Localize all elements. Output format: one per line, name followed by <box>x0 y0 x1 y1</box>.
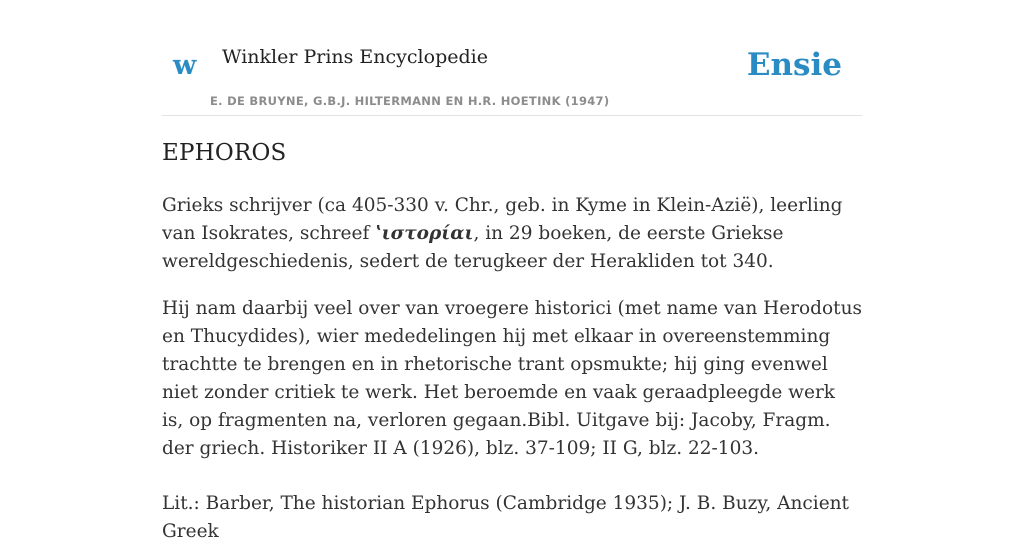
ensie-logo[interactable]: Ensie <box>746 47 842 83</box>
page-content <box>162 0 863 542</box>
article-literature: Lit.: Barber, The historian Ephorus (Cambridge 1935); J. B. Buzy, Ancient Greek <box>162 493 849 542</box>
encyclopedia-title[interactable]: Winkler Prins Encyclopedie <box>222 46 488 68</box>
article-paragraph-2: Hij nam daarbij veel over van vroegere historici (met name van Herodotus en Thucydides), wier mededelingen hij met elkaar in overeenstemming trachtte te brengen en in rhetorische trant opsmukte; hij ging evenwel niet zonder critiek te werk. Het beroemde en vaak geraadpleegde werk is, op fragmenten na, verloren gegaan.Bibl. Uitgave bij: Jacoby, Fragm. der griech. Historiker II A (1926), blz. 37-109; II G, blz. 22-103. <box>162 298 863 459</box>
paragraph-1-text-start: Grieks schrijver (ca 405-330 v. Chr., geb. in Kyme in Klein-Azië), leerling van Isokrates, schreef <box>162 195 843 244</box>
encyclopedia-authors: E. DE BRUYNE, G.B.J. HILTERMANN EN H.R. HOETINK (1947) <box>210 94 610 108</box>
paragraph-1-text-end: , in 29 boeken, de eerste Griekse wereldgeschiedenis, sedert de terugkeer der Herakliden tot 340. <box>162 223 784 272</box>
article-paragraph-1 <box>162 192 862 276</box>
article-title: EPHOROS <box>162 140 287 166</box>
encyclopedia-header <box>162 0 862 116</box>
winkler-prins-logo-icon[interactable]: w <box>173 50 197 81</box>
greek-term: ʽιστορίαι <box>375 223 474 244</box>
